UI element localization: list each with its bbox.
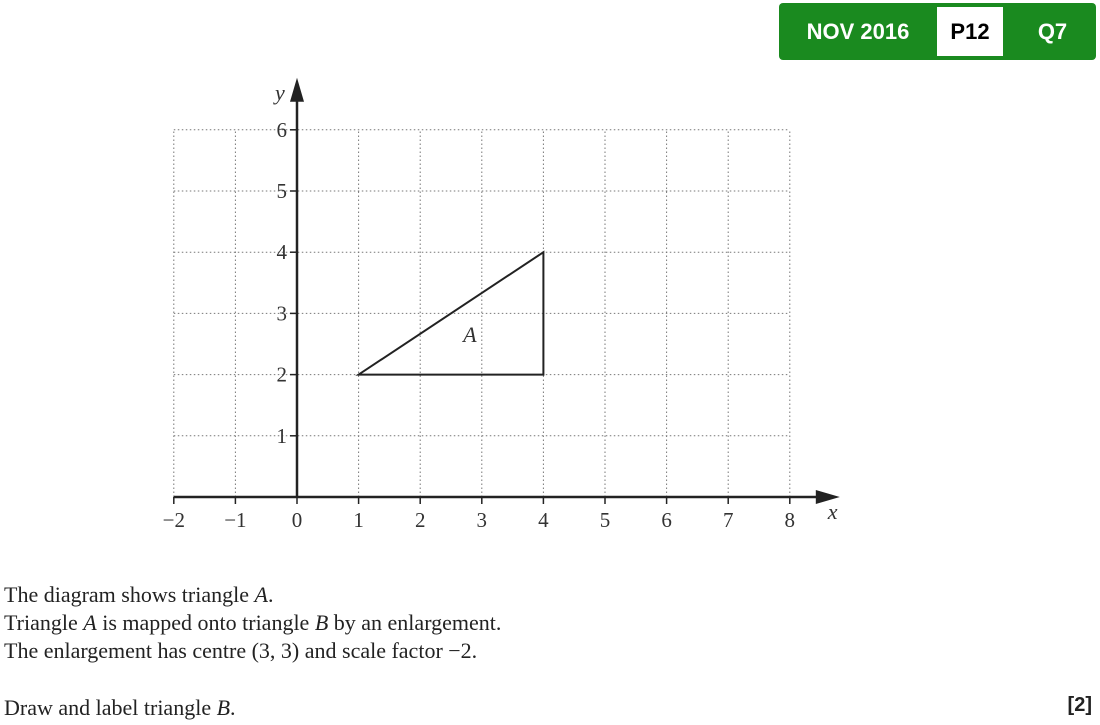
y-tick-label: 1 [276,423,287,448]
x-tick-label: 6 [661,508,672,532]
x-tick-label: 5 [599,508,611,532]
question-instruction: Draw and label triangle B. [4,695,236,720]
x-axis-label: x [827,499,838,524]
x-tick-label: −1 [224,508,247,532]
marks-label: [2] [1067,694,1092,716]
exam-session-label: NOV 2016 [806,19,910,44]
paper-number-label: P12 [937,7,1003,56]
y-tick-label: 3 [276,301,287,326]
question-line-2: Triangle A is mapped onto triangle B by an enlargement. [4,610,502,635]
triangle-a-label: A [463,321,477,347]
y-tick-label: 5 [276,179,287,203]
x-tick-label: 2 [414,508,426,532]
question-line-1: The diagram shows triangle A. [4,582,274,607]
y-tick-label: 2 [276,362,287,387]
x-tick-label: 8 [784,508,796,532]
question-number-label: Q7 [1037,19,1068,44]
x-tick-label: 3 [476,508,488,532]
y-axis-label: y [275,79,285,105]
x-tick-label: 0 [291,508,303,532]
y-axis-arrow [290,78,304,102]
x-tick-label: 7 [722,508,734,532]
x-tick-label: 1 [353,508,364,532]
x-tick-label: −2 [162,508,185,532]
question-line-3: The enlargement has centre (3, 3) and scale factor −2. [4,638,478,663]
y-tick-label: 4 [276,240,287,265]
x-tick-label: 4 [538,508,549,532]
y-tick-label: 6 [276,117,287,142]
